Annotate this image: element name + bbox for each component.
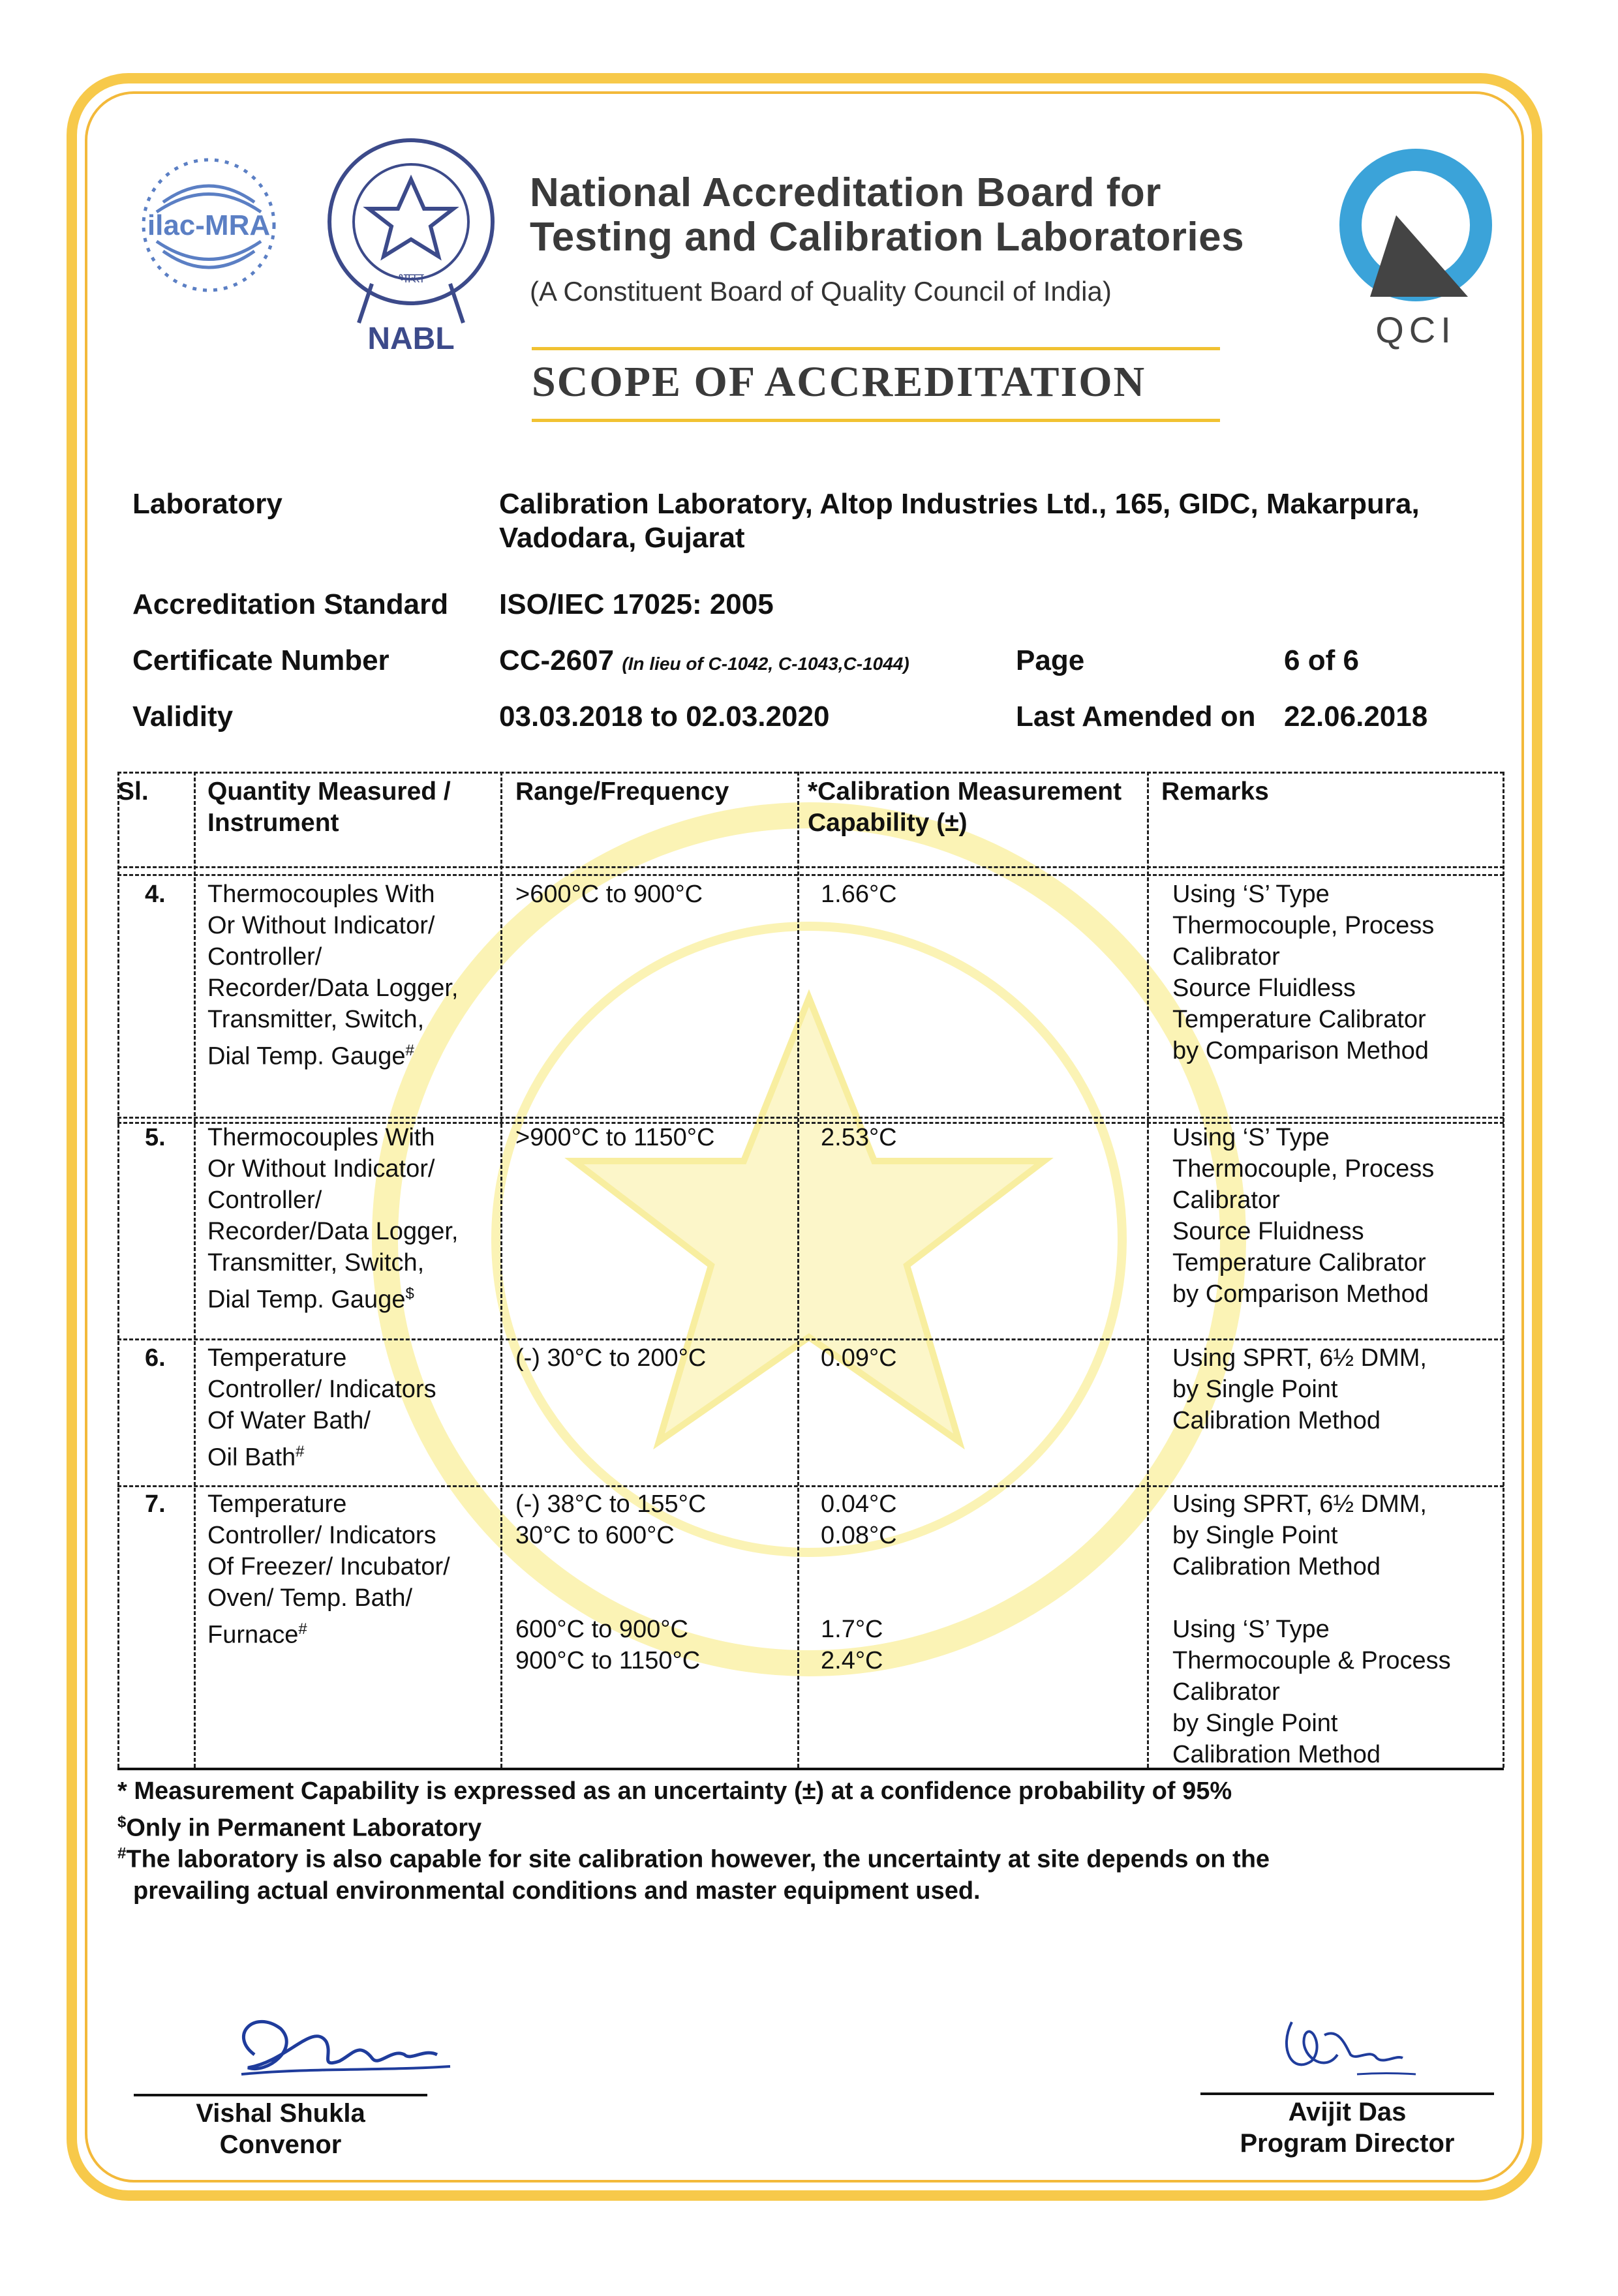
nabl-logo xyxy=(320,134,502,355)
table-rule xyxy=(117,1485,1504,1487)
laboratory-value-line1: Calibration Laboratory, Altop Industries Ltd., 165, GIDC, Makarpura, xyxy=(499,488,1420,520)
row7-range-line: 900°C to 1150°C xyxy=(515,1647,701,1674)
signature-avijit-das xyxy=(1266,1996,1435,2094)
row7-remarks-line: by Single Point xyxy=(1172,1522,1338,1549)
row6-quantity-line: Oil Bath# xyxy=(207,1443,305,1472)
row4-quantity-line: Dial Temp. Gauge# xyxy=(207,1042,414,1070)
table-col-line xyxy=(1503,772,1504,1768)
row7-quantity-line: Oven/ Temp. Bath/ xyxy=(207,1584,413,1612)
signatory-right-name: Avijit Das xyxy=(1288,2098,1407,2126)
row5-sl: 5. xyxy=(145,1124,166,1151)
row5-quantity-line: Transmitter, Switch, xyxy=(207,1249,425,1276)
row7-range-line: (-) 38°C to 155°C xyxy=(515,1490,707,1518)
row7-quantity-line: Temperature xyxy=(207,1490,347,1518)
row5-quantity-line: Recorder/Data Logger, xyxy=(207,1218,459,1245)
row6-cmc: 0.09°C xyxy=(821,1344,897,1372)
row7-cmc-line: 2.4°C xyxy=(821,1647,883,1674)
signature-line-left xyxy=(134,2094,427,2096)
table-col-line xyxy=(1147,772,1149,1768)
table-col-line xyxy=(500,772,502,1768)
table-rule xyxy=(117,1338,1504,1340)
laboratory-label: Laboratory xyxy=(132,488,282,520)
row4-remarks-line: Using ‘S’ Type xyxy=(1172,881,1330,908)
header-cmc-line1: *Calibration Measurement xyxy=(808,778,1122,806)
table-col-line xyxy=(797,772,799,1768)
certificate-label: Certificate Number xyxy=(132,644,389,676)
header-range: Range/Frequency xyxy=(515,778,729,806)
signature-line-right xyxy=(1200,2092,1494,2095)
row7-cmc xyxy=(821,1488,897,1676)
row4-remarks-line: Thermocouple, Process xyxy=(1172,912,1435,939)
table-rule xyxy=(117,772,1504,774)
table-rule xyxy=(117,874,1504,876)
row6-range: (-) 30°C to 200°C xyxy=(515,1344,707,1372)
row4-remarks-line: Calibrator xyxy=(1172,943,1280,971)
header-cmc xyxy=(808,776,1122,839)
row7-remarks-line: Calibrator xyxy=(1172,1678,1280,1706)
signatory-right-title: Program Director xyxy=(1240,2129,1455,2158)
header-sl: Sl. xyxy=(117,778,149,806)
table-rule xyxy=(117,1117,1504,1119)
ilac-mra-logo xyxy=(124,150,294,300)
row6-quantity xyxy=(207,1342,436,1473)
row5-remarks-line: Temperature Calibrator xyxy=(1172,1249,1426,1276)
row6-quantity-line: Temperature xyxy=(207,1344,347,1372)
row5-quantity-line: Dial Temp. Gauge$ xyxy=(207,1285,414,1314)
row7-sl: 7. xyxy=(145,1490,166,1518)
header-remarks: Remarks xyxy=(1161,778,1269,806)
standard-value: ISO/IEC 17025: 2005 xyxy=(499,588,774,620)
row7-quantity-line: Of Freezer/ Incubator/ xyxy=(207,1553,450,1580)
amended-label: Last Amended on xyxy=(1016,701,1256,733)
row4-sl: 4. xyxy=(145,881,166,908)
row5-remarks-line: Using ‘S’ Type xyxy=(1172,1124,1330,1151)
row7-range-line: 600°C to 900°C xyxy=(515,1616,688,1643)
row4-quantity-line: Recorder/Data Logger, xyxy=(207,974,459,1002)
nabl-watermark xyxy=(339,770,1279,1709)
row4-cmc: 1.66°C xyxy=(821,881,897,908)
row7-range-line: 30°C to 600°C xyxy=(515,1522,675,1549)
qci-logo xyxy=(1331,144,1501,352)
row5-remarks-line: Thermocouple, Process xyxy=(1172,1155,1435,1183)
row7-remarks-line: by Single Point xyxy=(1172,1710,1338,1737)
row5-remarks-line: Calibrator xyxy=(1172,1186,1280,1214)
row5-remarks-line: by Comparison Method xyxy=(1172,1280,1429,1308)
standard-label: Accreditation Standard xyxy=(132,588,449,620)
svg-text:NABL: NABL xyxy=(367,322,455,355)
row6-remarks-line: Calibration Method xyxy=(1172,1407,1381,1434)
row7-quantity-line: Controller/ Indicators xyxy=(207,1522,436,1549)
table-col-line xyxy=(194,772,196,1768)
row4-quantity-line: Or Without Indicator/ xyxy=(207,912,435,939)
certificate-note: (In lieu of C-1042, C-1043,C-1044) xyxy=(622,654,909,674)
svg-text:ilac-MRA: ilac-MRA xyxy=(147,209,271,241)
amended-value: 22.06.2018 xyxy=(1284,701,1428,733)
certificate-value: CC-2607 (In lieu of C-1042, C-1043,C-1044) xyxy=(499,644,909,676)
row7-cmc-line: 0.04°C xyxy=(821,1490,897,1518)
row4-quantity-line: Transmitter, Switch, xyxy=(207,1006,425,1033)
row5-quantity-line: Or Without Indicator/ xyxy=(207,1155,435,1183)
row6-sl: 6. xyxy=(145,1344,166,1372)
row4-remarks-line: Source Fluidless xyxy=(1172,974,1356,1002)
row5-range: >900°C to 1150°C xyxy=(515,1124,715,1151)
row4-remarks-line: Temperature Calibrator xyxy=(1172,1006,1426,1033)
title-rule-top xyxy=(532,347,1220,350)
row5-quantity-line: Thermocouples With xyxy=(207,1124,435,1151)
row5-remarks-line: Source Fluidness xyxy=(1172,1218,1364,1245)
header-quantity xyxy=(207,776,451,839)
row7-quantity xyxy=(207,1488,450,1651)
row7-range xyxy=(515,1488,706,1676)
row4-remarks xyxy=(1172,879,1434,1066)
signatory-left-title: Convenor xyxy=(219,2130,342,2159)
svg-text:QCI: QCI xyxy=(1375,309,1456,350)
row7-remarks xyxy=(1172,1488,1451,1770)
row6-remarks-line: Using SPRT, 6½ DMM, xyxy=(1172,1344,1427,1372)
document-title: SCOPE OF ACCREDITATION xyxy=(532,358,1146,406)
row7-remarks-spacer xyxy=(1172,1582,1451,1614)
table-col-line xyxy=(117,772,119,1768)
laboratory-value-line2: Vadodara, Gujarat xyxy=(499,522,745,554)
signature-vishal-shukla xyxy=(215,1996,476,2094)
row4-quantity-line: Thermocouples With xyxy=(207,881,435,908)
table-rule xyxy=(117,866,1504,868)
row7-remarks-line: Calibration Method xyxy=(1172,1741,1381,1768)
row4-quantity-line: Controller/ xyxy=(207,943,322,971)
org-subtitle: (A Constituent Board of Quality Council of India) xyxy=(530,276,1112,307)
signatory-left-name: Vishal Shukla xyxy=(196,2099,365,2128)
row7-remarks-line: Thermocouple & Process xyxy=(1172,1647,1451,1674)
row7-range-spacer xyxy=(515,1551,706,1614)
row7-remarks-line: Calibration Method xyxy=(1172,1553,1381,1580)
row6-quantity-line: Controller/ Indicators xyxy=(207,1376,436,1403)
row5-remarks xyxy=(1172,1122,1434,1310)
svg-text:भारत: भारत xyxy=(398,270,424,286)
title-rule-bottom xyxy=(532,419,1220,422)
page-value: 6 of 6 xyxy=(1284,644,1359,676)
header-quantity-line2: Instrument xyxy=(207,809,339,837)
row7-cmc-line: 1.7°C xyxy=(821,1616,883,1643)
row7-cmc-line: 0.08°C xyxy=(821,1522,897,1549)
org-name-line2: Testing and Calibration Laboratories xyxy=(530,215,1245,260)
header-quantity-line1: Quantity Measured / xyxy=(207,778,451,806)
page-label: Page xyxy=(1016,644,1085,676)
validity-value: 03.03.2018 to 02.03.2020 xyxy=(499,701,830,733)
row4-quantity xyxy=(207,879,458,1072)
header-cmc-line2: Capability (±) xyxy=(808,809,968,837)
row7-quantity-line: Furnace# xyxy=(207,1620,307,1649)
row5-quantity xyxy=(207,1122,458,1316)
row6-remarks-line: by Single Point xyxy=(1172,1376,1338,1403)
org-name-line1: National Accreditation Board for xyxy=(530,170,1161,215)
row5-quantity-line: Controller/ xyxy=(207,1186,322,1214)
footnote-uncertainty: * Measurement Capability is expressed as an uncertainty (±) at a confidence probability of 95% xyxy=(117,1777,1232,1805)
row5-cmc: 2.53°C xyxy=(821,1124,897,1151)
footnote-permanent-lab: $Only in Permanent Laboratory xyxy=(117,1813,482,1842)
row6-remarks xyxy=(1172,1342,1427,1436)
row6-quantity-line: Of Water Bath/ xyxy=(207,1407,371,1434)
row4-remarks-line: by Comparison Method xyxy=(1172,1037,1429,1065)
footnote-site-calibration: #The laboratory is also capable for site calibration however, the uncertainty at site depends on the prevailing actual environmental conditions and master equipment used. xyxy=(117,1845,1270,1905)
row7-remarks-line: Using ‘S’ Type xyxy=(1172,1616,1330,1643)
row7-cmc-spacer xyxy=(821,1551,897,1614)
row4-range: >600°C to 900°C xyxy=(515,881,703,908)
row7-remarks-line: Using SPRT, 6½ DMM, xyxy=(1172,1490,1427,1518)
validity-label: Validity xyxy=(132,701,234,733)
